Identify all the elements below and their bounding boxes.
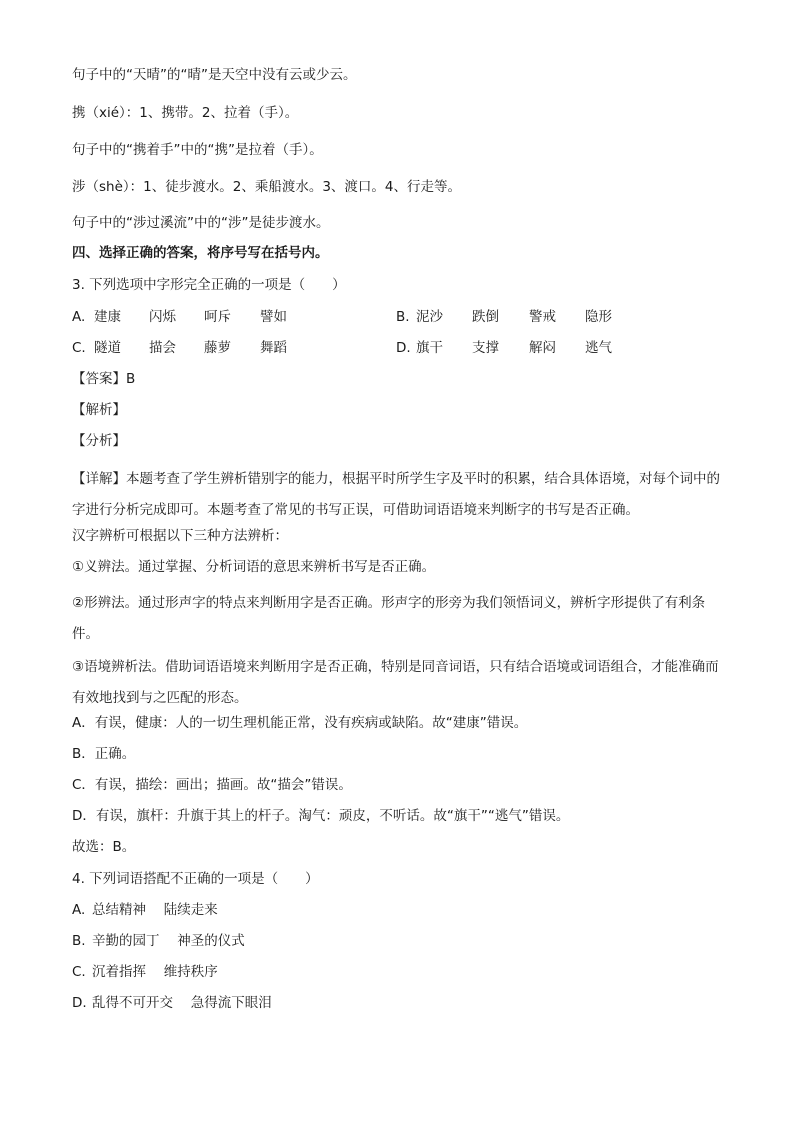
- q3-detail-paragraph: 【详解】本题考查了学生辨析错别字的能力，根据平时所学生字及平时的积累，结合具体语境，对每个词中的字进行分析完成即可。本题考查了常见的书写正误，可借助词语语境来判断字的书写是否正确。: [72, 471, 720, 518]
- q3-explain-label: 【解析】: [72, 402, 126, 418]
- q3-options-row-1: [72, 308, 732, 326]
- q3-method-3: ③语境辨析法。借助词语语境来判断用字是否正确，特别是同音词语，只有结合语境或词语组合，才能准确而有效地找到与之匹配的形态。: [72, 659, 719, 706]
- intro-line-3: 句子中的“携着手”中的“携”是拉着（手）。: [72, 142, 323, 158]
- q4-option-b: [72, 932, 732, 950]
- q3-option-c-letter: C.: [72, 340, 86, 356]
- q3-option-a-word-3: 呵斥: [204, 309, 231, 325]
- q3-option-c-word-3: 藤萝: [204, 340, 231, 356]
- q3-option-b-word-2: 跌倒: [472, 309, 499, 325]
- q3-option-b-word-4: 隐形: [585, 309, 612, 325]
- q3-option-d-word-2: 支撑: [472, 340, 499, 356]
- q3-option-c-word-2: 描会: [149, 340, 176, 356]
- q3-stem: 3. 下列选项中字形完全正确的一项是（ ）: [72, 277, 346, 293]
- q3-explain-d: D．有误，旗杆：升旗于其上的杆子。淘气：顽皮，不听话。故“旗干”“逃气”错误。: [72, 808, 570, 824]
- q4-option-c-text: 沉着指挥 维持秩序: [92, 964, 218, 980]
- q3-option-c-word-1: 隧道: [94, 340, 121, 356]
- q3-option-a-word-4: 譬如: [260, 309, 287, 325]
- intro-line-4: 涉（shè）：1、徒步渡水。2、乘船渡水。3、渡口。4、行走等。: [72, 179, 462, 195]
- q4-option-c-letter: C.: [72, 964, 86, 980]
- q3-option-b-word-3: 警戒: [529, 309, 556, 325]
- q3-method-intro: 汉字辨析可根据以下三种方法辨析：: [72, 528, 288, 544]
- q4-option-c: [72, 963, 732, 981]
- q4-option-b-letter: B.: [72, 933, 86, 949]
- q3-option-d-word-3: 解闷: [529, 340, 556, 356]
- q4-option-d-text: 乱得不可开交 急得流下眼泪: [92, 995, 272, 1011]
- q3-options-row-2: [72, 339, 732, 357]
- q3-method-1: ①义辨法。通过掌握、分析词语的意思来辨析书写是否正确。: [72, 559, 436, 575]
- q4-option-d: [72, 994, 732, 1012]
- q3-method-2: ②形辨法。通过形声字的特点来判断用字是否正确。形声字的形旁为我们领悟词义，辨析字形提供了有利条件。: [72, 595, 706, 642]
- q3-option-a-word-1: 建康: [94, 309, 121, 325]
- q3-choice: 故选：B。: [72, 839, 136, 855]
- q4-option-a-letter: A.: [72, 902, 86, 918]
- q3-option-c-word-4: 舞蹈: [260, 340, 287, 356]
- intro-line-1: 句子中的“天晴”的“晴”是天空中没有云或少云。: [72, 67, 357, 83]
- q4-option-d-letter: D.: [72, 995, 87, 1011]
- q3-analysis-label: 【分析】: [72, 433, 126, 449]
- q4-option-a: [72, 901, 732, 919]
- q4-option-a-text: 总结精神 陆续走来: [92, 902, 218, 918]
- q3-option-a-word-2: 闪烁: [149, 309, 176, 325]
- q4-option-b-text: 辛勤的园丁 神圣的仪式: [92, 933, 245, 949]
- section-heading: 四、选择正确的答案，将序号写在括号内。: [72, 245, 329, 261]
- q3-explain-a: A．有误，健康：人的一切生理机能正常，没有疾病或缺陷。故“建康”错误。: [72, 715, 528, 731]
- q3-explain-b: B．正确。: [72, 746, 136, 762]
- intro-line-2: 携（xié）：1、携带。2、拉着（手）。: [72, 105, 299, 121]
- intro-line-5: 句子中的“涉过溪流”中的“涉”是徒步渡水。: [72, 215, 330, 231]
- q3-option-b-letter: B.: [396, 309, 410, 325]
- q3-answer-label: 【答案】B: [72, 371, 136, 387]
- q3-option-d-word-4: 逃气: [585, 340, 612, 356]
- q3-explain-c: C．有误，描绘：画出；描画。故“描会”错误。: [72, 777, 352, 793]
- q4-stem: 4. 下列词语搭配不正确的一项是（ ）: [72, 871, 319, 887]
- q3-option-d-letter: D.: [396, 340, 411, 356]
- q3-option-b-word-1: 泥沙: [416, 309, 443, 325]
- q3-option-a-letter: A.: [72, 309, 86, 325]
- q3-option-d-word-1: 旗干: [416, 340, 443, 356]
